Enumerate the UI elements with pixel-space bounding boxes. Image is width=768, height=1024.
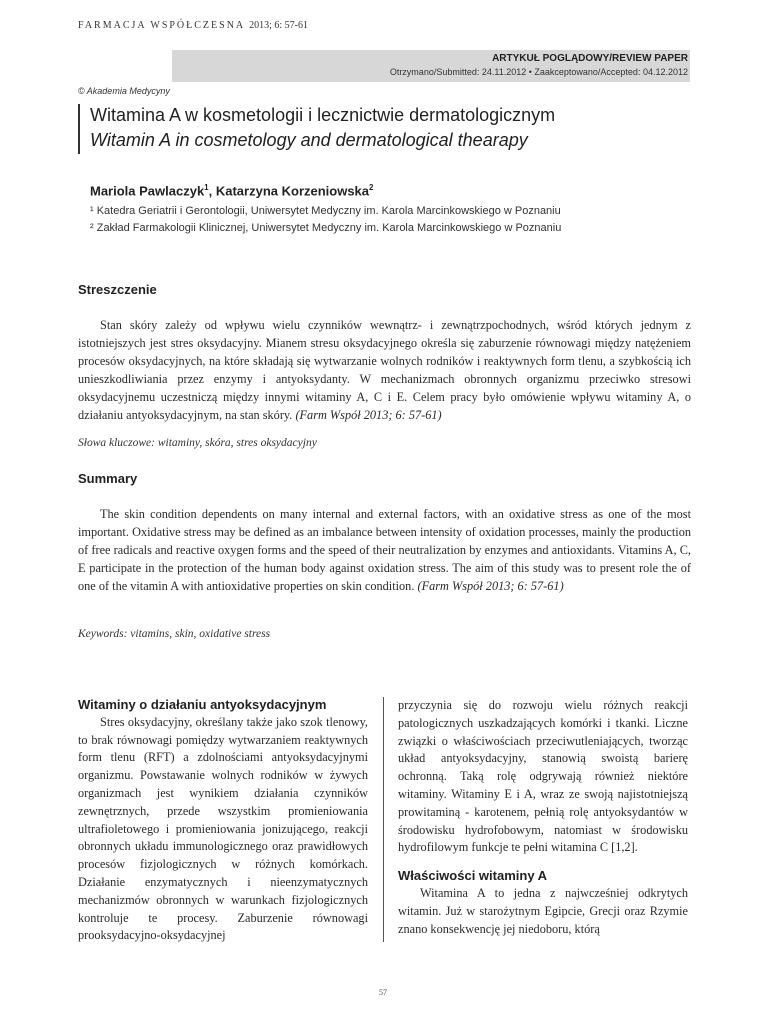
journal-name: FARMACJA WSPÓŁCZESNA xyxy=(78,20,245,31)
right-column-text2 xyxy=(398,885,688,938)
abstract-pl-text xyxy=(78,316,691,424)
right-column-text: przyczynia się do rozwoju wielu różnych reakcji patologicznych uszkadzających komórki i tkanki. Liczne związki o właściwościach przeciwutleniających, tworząc układ antyoksydacyjny, stanowią swoistą barierę ochronną. Taką rolę odgrywają również niektóre witaminy. Witaminy E i A, wraz ze swoją najistotniejszą prowitaminą - karotenem, pełnią rolę antyoksydantów w środowisku hydrofobowym, natomiast w środowisku hydrofilowym funkcje te pełni witamina C [1,2]. xyxy=(398,698,688,855)
keywords-pl: Słowa kluczowe: witaminy, skóra, stres oksydacyjny xyxy=(78,437,317,449)
abstract-pl-heading: Streszczenie xyxy=(78,282,157,297)
author-separator: , xyxy=(208,183,216,199)
article-dates: Otrzymano/Submitted: 24.11.2012 • Zaakceptowano/Accepted: 04.12.2012 xyxy=(389,67,688,77)
title-english: Witamin A in cosmetology and dermatological thearapy xyxy=(90,130,528,150)
right-column xyxy=(398,697,688,938)
copyright: © Akademia Medycyny xyxy=(78,86,170,96)
page-number: 57 xyxy=(379,988,387,997)
affiliation-1: ¹ Katedra Geriatrii i Gerontologii, Uniwersytet Medyczny im. Karola Marcinkowskiego w Poznaniu xyxy=(90,205,561,217)
title-polish: Witamina A w kosmetologii i lecznictwie dermatologicznym xyxy=(90,105,556,125)
article-type: ARTYKUŁ POGLĄDOWY/REVIEW PAPER xyxy=(492,53,688,64)
journal-citation: 2013; 6: 57-61 xyxy=(249,20,308,31)
article-info-box xyxy=(172,50,690,82)
keywords-en: Keywords: vitamins, skin, oxidative stress xyxy=(78,628,271,640)
authors xyxy=(90,183,373,198)
right-column-body2: Witamina A to jedna z najwcześniej odkrytych witamin. Już w starożytnym Egipcie, Grecji oraz Rzymie znano konsekwencję jej niedoboru, którą xyxy=(398,885,688,936)
left-column-heading: Witaminy o działaniu antyoksydacyjnym xyxy=(78,697,327,712)
abstract-en-heading: Summary xyxy=(78,471,138,486)
journal-header xyxy=(78,20,308,31)
abstract-en-body: The skin condition dependents on many internal and external factors, with an oxidative stress as one of the most important. Oxidative stress may be defined as an imbalance between intensity of oxidation processes, mainly the production of free radicals and reactive oxygen forms and the speed of their neutralization by enzymes and antioxidants. Vitamins A, C, E participate in the protection of the human body against oxidation stress. The aim of this study was to present role the of one of the vitamin A with antioxidative properties on skin condition. xyxy=(78,507,691,593)
author-1-sup: 1 xyxy=(204,183,209,192)
left-column-body: Stres oksydacyjny, określany także jako szok tlenowy, to brak równowagi pomiędzy wytwarzaniem reaktywnych form tlenu (RFT) a zdolnościami antyoksydacyjnymi organizmu. Powstawanie wolnych rodników w żywych organizmach jest wynikiem działania czynników zewnętrznych, przede wszystkim promieniowania ultrafioletowego i promieniowania jonizującego, reakcji obronnych układu immunologicznego oraz prawidłowych procesów fizjologicznych w różnych komórkach. Działanie enzymatycznych i nieenzymatycznych mechanizmów obronnych w warunkach fizjologicznych kontroluje te procesy. Zaburzenie równowagi prooksydacyjno-oksydacyjnej xyxy=(78,714,368,943)
abstract-en-text xyxy=(78,505,691,595)
author-2: Katarzyna Korzeniowska xyxy=(215,183,370,199)
affiliation-2: ² Zakład Farmakologii Klinicznej, Uniwersytet Medyczny im. Karola Marcinkowskiego w Poznaniu xyxy=(90,222,562,234)
left-column xyxy=(78,696,368,945)
abstract-pl-cite: (Farm Współ 2013; 6: 57-61) xyxy=(295,408,442,422)
author-1: Mariola Pawlaczyk xyxy=(90,183,205,199)
abstract-pl-body: Stan skóry zależy od wpływu wielu czynników wewnątrz- i zewnątrzpochodnych, wśród których jednym z istotniejszych jest stres oksydacyjny. Mianem stresu oksydacyjnego określa się zaburzenie równowagi między natężeniem procesów oksydacyjnych, na które składają się wytwarzanie wolnych rodników i reaktywnych form tlenu, a szybkością ich unieszkodliwiania przez enzymy i antyoksydanty. W mechanizmach obronnych organizmu przeciwko stresowi oksydacyjnemu uczestniczą między innymi witaminy A, C i E. Celem pracy było omówienie wpływu witaminy A, o działaniu antyoksydacyjnym, na stan skóry. xyxy=(78,318,691,422)
title-bar xyxy=(78,104,80,154)
abstract-en-cite: (Farm Współ 2013; 6: 57-61) xyxy=(417,579,564,593)
column-divider xyxy=(383,697,384,942)
right-column-heading: Właściwości witaminy A xyxy=(398,868,548,884)
author-2-sup: 2 xyxy=(369,183,374,192)
left-column-text xyxy=(78,714,368,945)
